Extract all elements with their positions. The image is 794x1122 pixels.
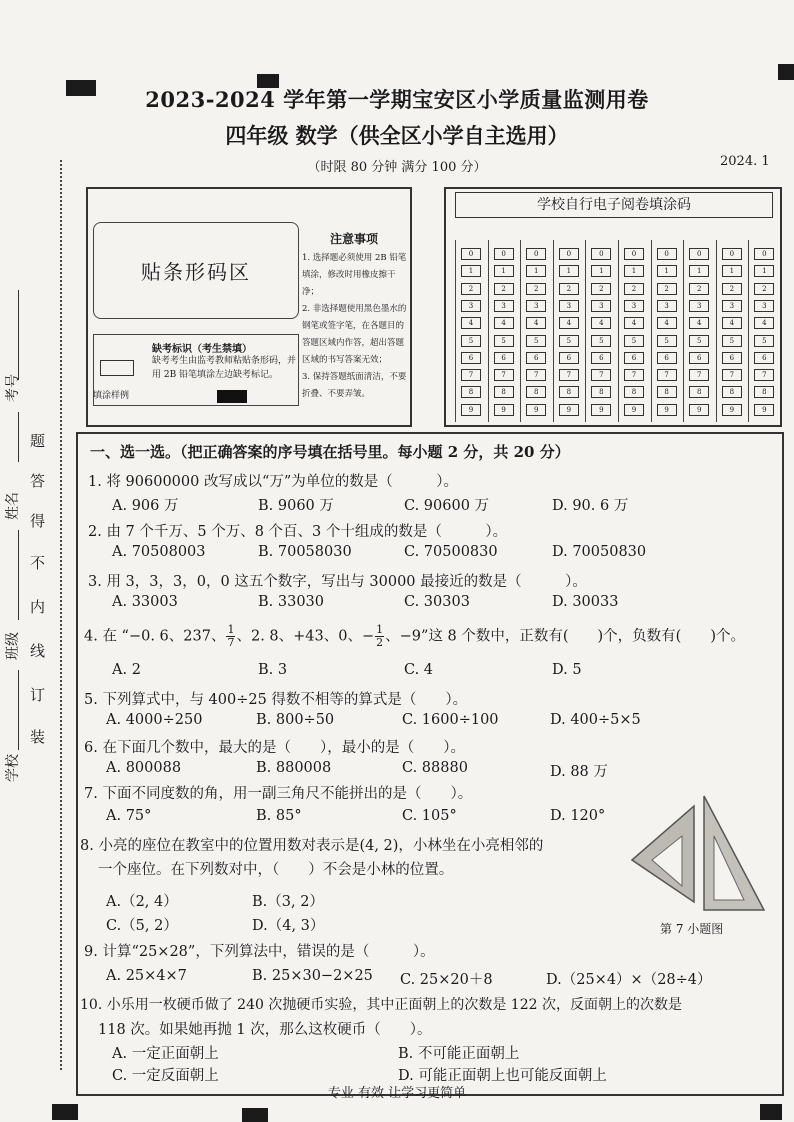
code-bubble[interactable]: 3	[526, 300, 546, 312]
code-bubble[interactable]: 9	[689, 404, 709, 416]
code-bubble[interactable]: 2	[657, 283, 677, 295]
question-7: 7. 下面不同度数的角，用一副三角尺不能拼出的是（ ）。	[84, 786, 473, 802]
field-line	[18, 290, 19, 380]
barcode-area	[93, 222, 299, 319]
field-line	[18, 412, 19, 462]
code-bubble[interactable]: 6	[624, 352, 644, 364]
code-bubble[interactable]: 4	[461, 317, 481, 329]
code-bubble[interactable]: 7	[754, 369, 774, 381]
fraction-numerator: 1	[376, 623, 384, 636]
binding-char: 不	[30, 554, 46, 572]
code-bubble[interactable]: 9	[657, 404, 677, 416]
code-bubble[interactable]: 8	[461, 386, 481, 398]
code-bubble[interactable]: 2	[461, 283, 481, 295]
code-bubble[interactable]: 0	[689, 248, 709, 260]
exam-date: 2024. 1	[720, 154, 770, 169]
code-bubble[interactable]: 4	[657, 317, 677, 329]
option: D. 可能正面朝上也可能反面朝上	[398, 1068, 607, 1084]
notice-title: 注意事项	[330, 232, 379, 246]
option: C. 70500830	[404, 544, 498, 560]
option: B. 880008	[256, 760, 332, 776]
code-bubble[interactable]: 3	[494, 300, 514, 312]
question-8-cont: 一个座位。在下列数对中，（ ）不会是小林的位置。	[98, 862, 454, 878]
question-2: 2. 由 7 个千万、5 个万、8 个百、3 个十组成的数是（ ）。	[88, 524, 508, 540]
code-bubble[interactable]: 7	[624, 369, 644, 381]
code-bubble[interactable]: 6	[591, 352, 611, 364]
field-school: 学校	[5, 754, 21, 782]
option: C. 25×20＋8	[400, 972, 493, 988]
option: D. 70050830	[552, 544, 647, 560]
code-column	[683, 240, 714, 422]
option: C. 105°	[402, 808, 457, 824]
code-bubble[interactable]: 2	[624, 283, 644, 295]
option: D. 90. 6 万	[552, 498, 629, 514]
code-bubble[interactable]: 2	[754, 283, 774, 295]
code-bubble[interactable]: 3	[559, 300, 579, 312]
question-4	[84, 624, 745, 649]
code-bubble[interactable]: 0	[754, 248, 774, 260]
code-bubble[interactable]: 2	[526, 283, 546, 295]
fill-sample-mark	[217, 390, 247, 403]
code-bubble[interactable]: 9	[461, 404, 481, 416]
question-8: 8. 小亮的座位在教室中的位置用数对表示是(4, 2)，小林坐在小亮相邻的	[80, 838, 544, 854]
code-bubble[interactable]: 3	[754, 300, 774, 312]
code-bubble[interactable]: 2	[591, 283, 611, 295]
code-bubble[interactable]: 2	[722, 283, 742, 295]
code-bubble[interactable]: 9	[722, 404, 742, 416]
code-bubble[interactable]: 9	[754, 404, 774, 416]
code-bubble[interactable]: 1	[624, 265, 644, 277]
option: C. 88880	[402, 760, 468, 776]
section-heading: 一、选一选。（把正确答案的序号填在括号里。每小题 2 分，共 20 分）	[90, 443, 570, 461]
option: B. 3	[258, 662, 288, 678]
code-bubble[interactable]: 1	[526, 265, 546, 277]
code-bubble[interactable]: 5	[494, 335, 514, 347]
question-10: 10. 小乐用一枚硬币做了 240 次抛硬币实验，其中正面朝上的次数是 122 次，反面朝上的次数是	[80, 997, 682, 1013]
option: A. 906 万	[112, 498, 179, 514]
code-bubble[interactable]: 5	[461, 335, 481, 347]
code-bubble[interactable]: 8	[494, 386, 514, 398]
code-bubble[interactable]: 0	[624, 248, 644, 260]
code-bubble[interactable]: 8	[722, 386, 742, 398]
option: D. 120°	[550, 808, 606, 824]
figure-caption: 第 7 小题图	[660, 922, 724, 936]
code-column	[455, 240, 486, 422]
notice-item: 2. 非选择题使用黑色墨水的钢笔或签字笔，在各题目的答题区域内作答，超出答题区域的书写答案无效；	[302, 304, 407, 365]
code-bubble[interactable]: 6	[689, 352, 709, 364]
absent-title: 缺考标识（考生禁填）	[152, 344, 252, 355]
code-bubble[interactable]: 8	[689, 386, 709, 398]
code-bubble[interactable]: 8	[559, 386, 579, 398]
code-bubble[interactable]: 4	[624, 317, 644, 329]
option: D.（25×4）×（28÷4）	[546, 972, 712, 988]
code-bubble[interactable]: 4	[559, 317, 579, 329]
code-column	[585, 240, 616, 422]
field-line	[18, 670, 19, 750]
notice-item: 3. 保持答题纸面清洁，不要折叠、不要弄皱。	[302, 372, 407, 399]
school-code-title: 学校自行电子阅卷填涂码	[455, 192, 773, 218]
code-bubble[interactable]: 1	[722, 265, 742, 277]
option: A. 33003	[112, 594, 178, 610]
code-bubble[interactable]: 7	[494, 369, 514, 381]
code-bubble[interactable]: 7	[591, 369, 611, 381]
registration-mark	[52, 1104, 78, 1120]
code-bubble[interactable]: 7	[461, 369, 481, 381]
option: A. 2	[112, 662, 141, 678]
option: B. 25×30−2×25	[252, 968, 373, 984]
code-column	[716, 240, 747, 422]
registration-mark	[242, 1108, 268, 1122]
code-bubble[interactable]: 1	[591, 265, 611, 277]
registration-mark	[778, 64, 794, 80]
question-4-part: 4. 在 “−0. 6、237、	[84, 628, 226, 645]
code-bubble[interactable]: 0	[559, 248, 579, 260]
option: B. 70058030	[258, 544, 352, 560]
question-5: 5. 下列算式中，与 400÷25 得数不相等的算式是（ ）。	[84, 692, 468, 708]
question-6: 6. 在下面几个数中，最大的是（ ），最小的是（ ）。	[84, 740, 465, 756]
code-bubble[interactable]: 8	[657, 386, 677, 398]
option: B.（3, 2）	[252, 894, 324, 910]
code-bubble[interactable]: 1	[559, 265, 579, 277]
code-bubble[interactable]: 9	[624, 404, 644, 416]
absent-text: 缺考考生由监考教师粘贴条形码，并用 2B 铅笔填涂左边缺考标记。	[152, 356, 297, 380]
code-bubble[interactable]: 3	[657, 300, 677, 312]
code-bubble[interactable]: 8	[754, 386, 774, 398]
code-bubble[interactable]: 6	[754, 352, 774, 364]
code-column	[651, 240, 682, 422]
exam-meta: （时限 80 分钟 满分 100 分）	[307, 160, 487, 175]
fraction-denominator: 7	[227, 636, 235, 649]
code-bubble[interactable]: 9	[526, 404, 546, 416]
code-bubble[interactable]: 7	[559, 369, 579, 381]
code-bubble[interactable]: 4	[722, 317, 742, 329]
code-bubble[interactable]: 7	[657, 369, 677, 381]
code-bubble[interactable]: 2	[494, 283, 514, 295]
binding-char: 得	[30, 512, 46, 530]
absent-mark-box[interactable]	[100, 360, 134, 376]
code-bubble[interactable]: 0	[461, 248, 481, 260]
code-bubble[interactable]: 4	[689, 317, 709, 329]
option: C. 30303	[404, 594, 470, 610]
code-bubble[interactable]: 0	[494, 248, 514, 260]
code-column	[553, 240, 584, 422]
code-bubble[interactable]: 8	[526, 386, 546, 398]
code-column	[748, 240, 779, 422]
option: A. 4000÷250	[106, 712, 203, 728]
code-bubble[interactable]: 4	[526, 317, 546, 329]
code-bubble[interactable]: 1	[494, 265, 514, 277]
option: C. 4	[404, 662, 434, 678]
option: B. 不可能正面朝上	[398, 1046, 520, 1062]
notice-list	[302, 250, 410, 403]
binding-char: 答	[30, 472, 46, 490]
binding-char: 订	[30, 686, 46, 704]
code-bubble[interactable]: 4	[591, 317, 611, 329]
fraction-denominator: 2	[376, 636, 384, 649]
option: C. 一定反面朝上	[112, 1068, 219, 1084]
binding-char: 装	[30, 728, 46, 746]
code-bubble[interactable]: 3	[624, 300, 644, 312]
code-bubble[interactable]: 9	[494, 404, 514, 416]
footer-text: 专业 有效 让学习更简单	[327, 1086, 467, 1101]
code-bubble[interactable]: 2	[559, 283, 579, 295]
field-exam-number: 考号	[5, 374, 21, 402]
code-bubble[interactable]: 4	[754, 317, 774, 329]
option: D. 5	[552, 662, 582, 678]
option: D.（4, 3）	[252, 918, 325, 934]
code-bubble[interactable]: 7	[722, 369, 742, 381]
question-4-part: 、2. 8、+43、0、−	[236, 628, 375, 645]
option: A. 800088	[106, 760, 182, 776]
code-bubble[interactable]: 7	[526, 369, 546, 381]
question-9: 9. 计算“25×28”，下列算法中，错误的是（ ）。	[84, 944, 435, 960]
code-bubble[interactable]: 3	[591, 300, 611, 312]
code-bubble[interactable]: 5	[689, 335, 709, 347]
code-bubble[interactable]: 8	[624, 386, 644, 398]
code-bubble[interactable]: 6	[526, 352, 546, 364]
code-bubble[interactable]: 7	[689, 369, 709, 381]
code-bubble[interactable]: 8	[591, 386, 611, 398]
option: B. 9060 万	[258, 498, 334, 514]
option: C.（5, 2）	[106, 918, 178, 934]
field-class: 班级	[5, 632, 21, 660]
binding-char: 内	[30, 598, 46, 616]
code-bubble[interactable]: 0	[722, 248, 742, 260]
code-bubble[interactable]: 6	[494, 352, 514, 364]
option: C. 90600 万	[404, 498, 490, 514]
option: A.（2, 4）	[106, 894, 178, 910]
option: B. 85°	[256, 808, 302, 824]
exam-subtitle: 四年级 数学（供全区小学自主选用）	[225, 123, 569, 148]
option: A. 70508003	[112, 544, 206, 560]
code-bubble[interactable]: 1	[461, 265, 481, 277]
question-1: 1. 将 90600000 改写成以“万”为单位的数是（ ）。	[88, 474, 459, 490]
code-bubble[interactable]: 5	[624, 335, 644, 347]
code-bubble[interactable]: 1	[657, 265, 677, 277]
code-bubble[interactable]: 5	[526, 335, 546, 347]
question-10-cont: 118 次。如果她再抛 1 次，那么这枚硬币（ ）。	[98, 1022, 432, 1038]
option: A. 75°	[106, 808, 152, 824]
option: A. 25×4×7	[106, 968, 187, 984]
code-bubble[interactable]: 1	[754, 265, 774, 277]
binding-char: 题	[30, 432, 46, 450]
code-column	[520, 240, 551, 422]
code-bubble[interactable]: 6	[657, 352, 677, 364]
code-bubble[interactable]: 9	[559, 404, 579, 416]
fraction	[375, 624, 384, 649]
option: D. 400÷5×5	[550, 712, 641, 728]
exam-title: 2023-2024 学年第一学期宝安区小学质量监测用卷	[145, 87, 649, 112]
question-4-part: 、−9”这 8 个数中，正数有( )个，负数有( )个。	[385, 628, 745, 645]
code-bubble[interactable]: 5	[559, 335, 579, 347]
code-bubble[interactable]: 3	[461, 300, 481, 312]
code-bubble[interactable]: 6	[461, 352, 481, 364]
code-bubble[interactable]: 0	[657, 248, 677, 260]
code-bubble[interactable]: 3	[722, 300, 742, 312]
code-column	[488, 240, 519, 422]
code-bubble[interactable]: 1	[689, 265, 709, 277]
fraction-numerator: 1	[227, 623, 235, 636]
option: A. 一定正面朝上	[112, 1046, 219, 1062]
code-bubble[interactable]: 0	[591, 248, 611, 260]
code-bubble[interactable]: 5	[722, 335, 742, 347]
field-line	[18, 530, 19, 620]
code-bubble[interactable]: 4	[494, 317, 514, 329]
fill-sample-label: 填涂样例	[93, 391, 130, 401]
code-bubble[interactable]: 5	[657, 335, 677, 347]
notice-item: 1. 选择题必须使用 2B 铅笔填涂，修改时用橡皮擦干净；	[302, 253, 407, 297]
set-square-figure	[628, 790, 768, 916]
option: D. 30033	[552, 594, 619, 610]
option: D. 88 万	[550, 764, 608, 780]
code-bubble[interactable]: 5	[754, 335, 774, 347]
code-bubble[interactable]: 6	[722, 352, 742, 364]
option: C. 1600÷100	[402, 712, 499, 728]
code-bubble[interactable]: 3	[689, 300, 709, 312]
binding-char: 线	[30, 642, 46, 660]
code-bubble[interactable]: 5	[591, 335, 611, 347]
code-column	[618, 240, 649, 422]
code-bubble[interactable]: 6	[559, 352, 579, 364]
field-name: 姓名	[5, 492, 21, 520]
code-bubble[interactable]: 0	[526, 248, 546, 260]
option: B. 33030	[258, 594, 325, 610]
barcode-label: 贴条形码区	[141, 260, 251, 284]
code-bubble[interactable]: 2	[689, 283, 709, 295]
registration-mark	[760, 1104, 782, 1120]
question-3: 3. 用 3，3，3，0，0 这五个数字，写出与 30000 最接近的数是（ ）。	[88, 574, 587, 590]
binding-line	[60, 160, 62, 1070]
fraction	[226, 624, 235, 649]
code-bubble[interactable]: 9	[591, 404, 611, 416]
option: B. 800÷50	[256, 712, 335, 728]
